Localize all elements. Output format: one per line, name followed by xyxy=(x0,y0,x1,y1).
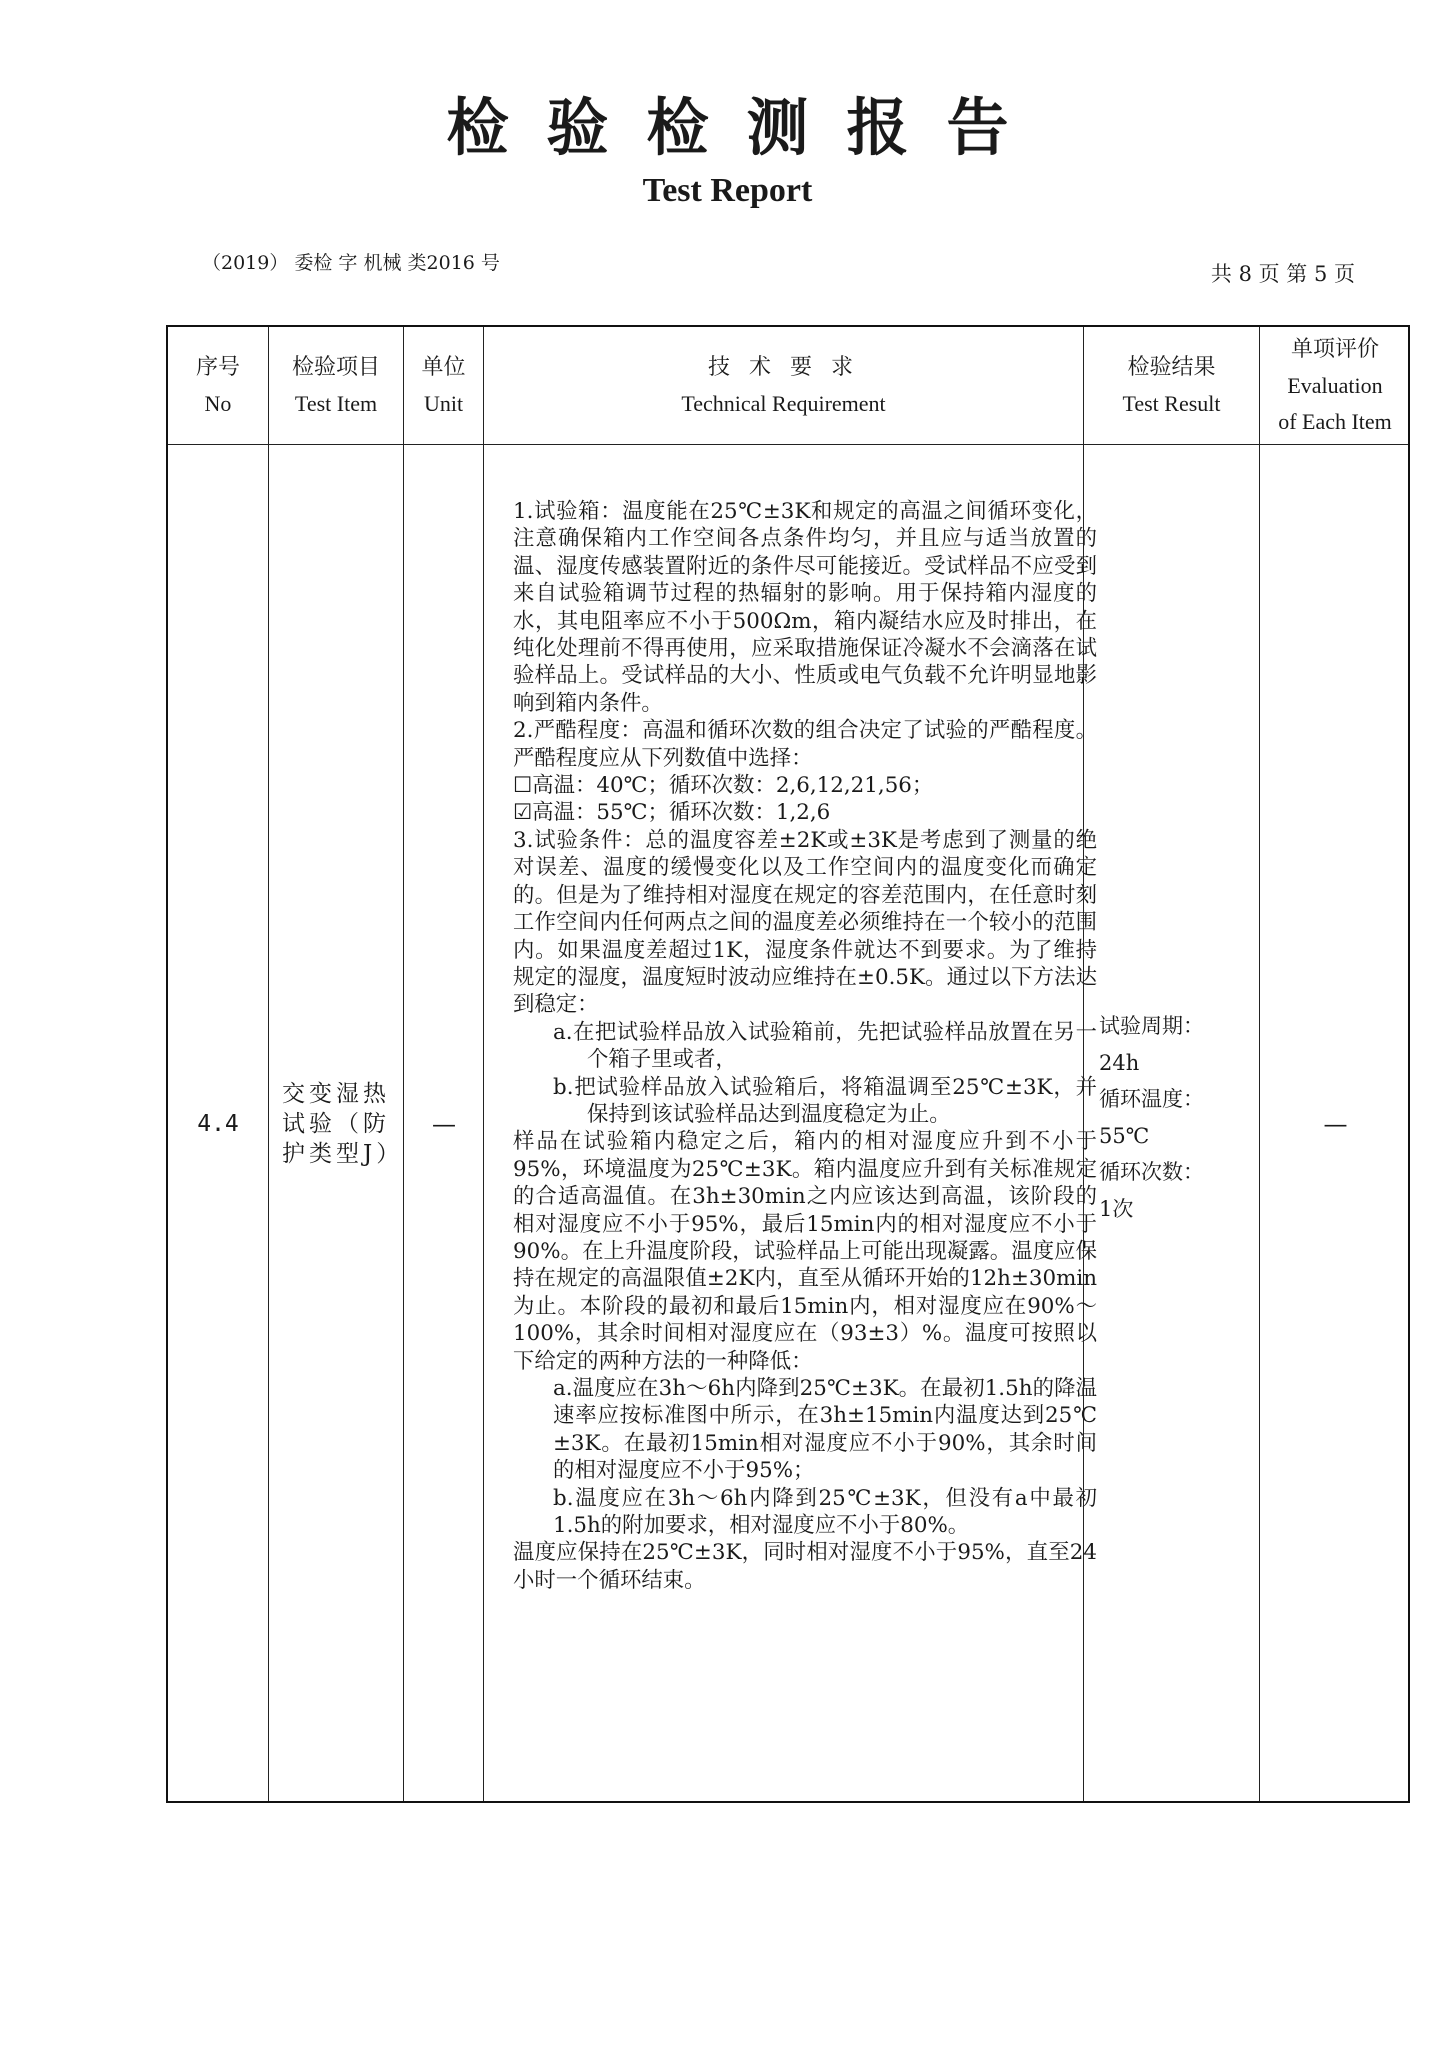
result-line: 55℃ xyxy=(1099,1123,1150,1148)
req-para-2: 2.严酷程度：高温和循环次数的组合决定了试验的严酷程度。严酷程度应从下列数值中选择： xyxy=(513,718,1097,771)
row-evaluation: — xyxy=(1323,1109,1348,1138)
header-evaluation xyxy=(1260,327,1410,444)
req-method-b: b.把试验样品放入试验箱后，将箱温调至25℃±3K，并保持到该试验样品达到温度稳定为止。 xyxy=(553,1074,1097,1127)
req-cooling-b: b.温度应在3h～6h内降到25℃±3K，但没有a中最初1.5h的附加要求，相对湿度应不小于80%。 xyxy=(553,1485,1097,1539)
header-evaluation-en2: of Each Item xyxy=(1278,408,1392,434)
row-unit: — xyxy=(432,1109,456,1138)
result-line: 试验周期： xyxy=(1099,1014,1204,1038)
result-line: 循环次数： xyxy=(1099,1160,1204,1184)
header-unit xyxy=(404,327,483,444)
header-no-en: No xyxy=(204,390,232,416)
header-result-en: Test Result xyxy=(1122,390,1221,416)
col-divider xyxy=(483,327,484,1801)
header-evaluation-en: Evaluation xyxy=(1287,372,1383,398)
result-text xyxy=(1099,1008,1204,1227)
header-test-item-cn: 检验项目 xyxy=(291,354,380,380)
requirement-text xyxy=(513,498,1097,1594)
row-requirement xyxy=(485,446,1097,1801)
header-evaluation-cn: 单项评价 xyxy=(1290,336,1379,362)
col-divider xyxy=(268,327,269,1801)
col-divider xyxy=(1259,327,1260,1801)
req-para-4: 样品在试验箱内稳定之后，箱内的相对湿度应升到不小于95%，环境温度为25℃±3K。箱内温度应升到有关标准规定的合适高温值。在3h±30min之内应该达到高温，该阶段的相对湿度应不小于95%，最后15min内的相对湿度应不小于90%。在上升温度阶段，试验样品上可能出现凝露。温度应保持在规定的高温限值±2K内，直至从循环开始的12h±30min为止。本阶段的最初和最后15min内，相对湿度应在90%～100%，其余时间相对湿度应在（93±3）%。温度可按照以下给定的两种方法的一种降低： xyxy=(513,1129,1097,1374)
row-test-item xyxy=(270,446,404,1801)
header-test-item xyxy=(269,327,403,444)
row-no: 4.4 xyxy=(197,1110,239,1137)
header-no xyxy=(168,327,268,444)
report-title-cn: 检验检测报告 xyxy=(446,91,1047,164)
req-cooling-a: a.温度应在3h～6h内降到25℃±3K。在最初1.5h的降温速率应按标准图中所示，在3h±15min内温度达到25℃±3K。在最初15min相对湿度应不小于90%，其余时间的相对湿度应不小于95%； xyxy=(553,1376,1097,1484)
req-method-a: a.在把试验样品放入试验箱前，先把试验样品放置在另一个箱子里或者， xyxy=(553,1019,1097,1073)
page-info: 共 8 页 第 5 页 xyxy=(1210,262,1355,286)
header-unit-cn: 单位 xyxy=(421,354,466,380)
header-result-cn: 检验结果 xyxy=(1127,354,1216,380)
req-para-5: 温度应保持在25℃±3K，同时相对湿度不小于95%，直至24小时一个循环结束。 xyxy=(513,1540,1097,1593)
header-divider xyxy=(168,444,1408,445)
result-line: 24h xyxy=(1099,1050,1140,1075)
req-para-3: 3.试验条件：总的温度容差±2K或±3K是考虑到了测量的绝对误差、温度的缓慢变化以及工作空间内的温度变化而确定的。但是为了维持相对湿度在规定的容差范围内，在任意时刻工作空间内任何两点之间的温度差必须维持在一个较小的范围内。如果温度差超过1K，湿度条件就达不到要求。为了维持规定的湿度，温度短时波动应维持在±0.5K。通过以下方法达到稳定： xyxy=(513,827,1097,1018)
header-requirement-en: Technical Requirement xyxy=(681,390,886,416)
req-para-1: 1.试验箱：温度能在25℃±3K和规定的高温之间循环变化，注意确保箱内工作空间各点条件均匀，并且应与适当放置的温、湿度传感装置附近的条件尽可能接近。受试样品不应受到来自试验箱调节过程的热辐射的影响。用于保持箱内湿度的水，其电阻率应不小于500Ωm，箱内凝结水应及时排出，在纯化处理前不得再使用，应采取措施保证冷凝水不会滴落在试验样品上。受试样品的大小、性质或电气负载不允许明显地影响到箱内条件。 xyxy=(513,499,1097,716)
report-title-en: Test Report xyxy=(642,172,813,209)
report-reference: （2019） 委检 字 机械 类2016 号 xyxy=(202,252,500,274)
req-option-40c: ☐高温：40℃；循环次数：2,6,12,21,56； xyxy=(513,773,934,799)
header-test-item-en: Test Item xyxy=(294,390,378,416)
result-line: 1次 xyxy=(1099,1196,1134,1221)
header-unit-en: Unit xyxy=(423,390,464,416)
test-table xyxy=(166,325,1410,1803)
header-requirement-cn: 技 术 要 求 xyxy=(708,354,859,380)
result-line: 循环温度： xyxy=(1099,1087,1204,1111)
row-test-item-text: 交变湿热试验（防护类型J） xyxy=(282,1080,404,1167)
header-technical-requirement xyxy=(484,327,1083,444)
header-test-result xyxy=(1084,327,1259,444)
req-option-55c: ☑高温：55℃；循环次数：1,2,6 xyxy=(513,800,831,826)
row-test-result xyxy=(1085,446,1259,1801)
header-no-cn: 序号 xyxy=(195,354,240,380)
